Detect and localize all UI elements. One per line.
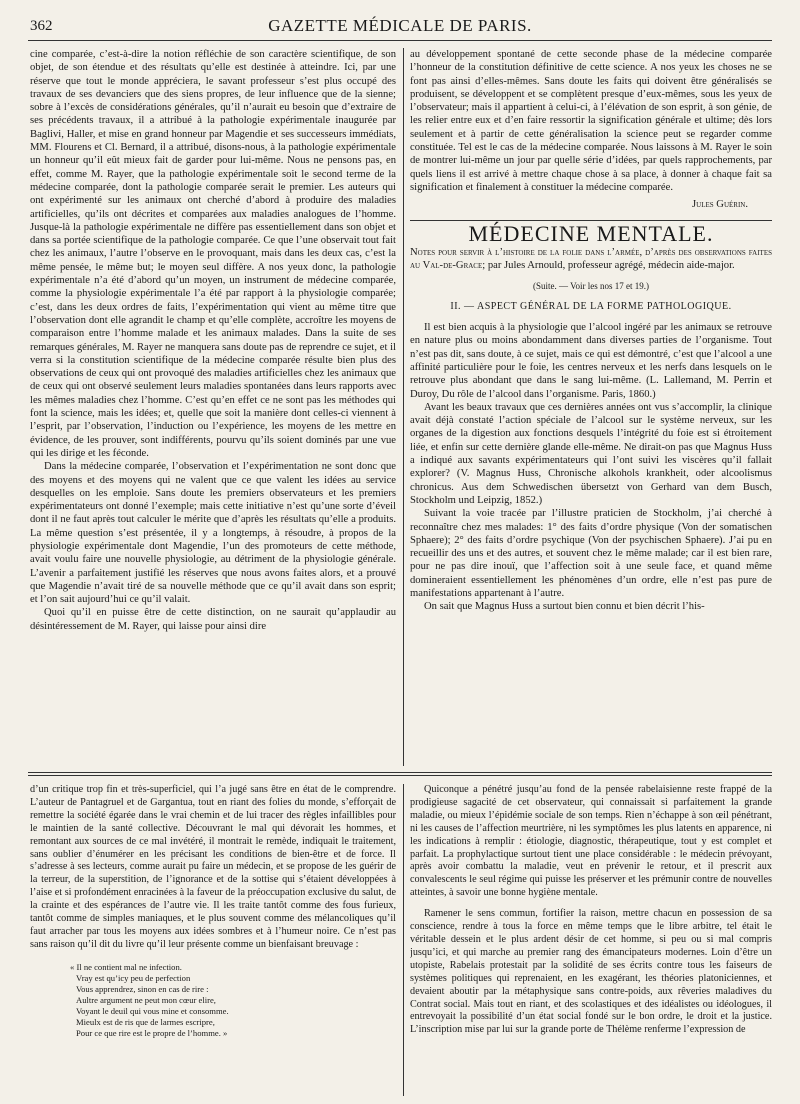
- column-divider: [403, 48, 404, 766]
- article-subtitle-title: Notes pour servir à l’histoire de la folie dans l’armée, d’après des observations faites au Val-de-Grace: [410, 246, 772, 272]
- paragraph: Quiconque a pénétré jusqu’au fond de la pensée rabelaisienne reste frappé de la prodigieuse sagacité de cet observateur, qui connaissait si parfaitement la grande maladie, ou mieux l’épidémie sociale de son temps. Rien n’échappe à son œil pénétrant, ni les causes de l’affection meurtrière, ni les symptômes les plus latents en apparence, ni les indications à remplir : étiologie, diagnostic, thérapeutique, tout y est complet et parfait. La prophylactique surtout tient une place considérable : le médecin prévoyant, après avoir combattu la maladie, veut en prévenir le retour, et il prescrit aux convalescents le seul régime qui puisse les préserver et les prémunir contre de nouvelles atteintes, à savoir une bonne hygiène mentale.: [410, 784, 772, 899]
- paragraph: au développement spontané de cette seconde phase de la médecine comparée l’honneur de la constitution définitive de cette science. A nos yeux les choses ne se font pas ainsi d’elles-mêmes. Sans doute les faits qui doivent être généralisés se produisent, se développent et se complètent presque d’eux-mêmes, sous les yeux de l’observateur; mais il appartient à celui-ci, à l’élévation de son esprit, à son génie, de les relier entre eux et d’en faire ressortir la signification générale et ultime; dès lors seulement et à partir de cette généralisation la science peut se regarder comme constituée. Tel est le cas de la médecine comparée. Nous laissons à M. Rayer le soin de montrer lui-même un jour par quelle série d’idées, par quels rapprochements, par quels liens il est arrivé à mettre chaque chose à sa place, à donner à chaque fait sa signification et finalement à constituer la médecine comparée.: [410, 49, 772, 193]
- top-right-column: [410, 48, 772, 766]
- feuilleton-rule-top: [28, 772, 772, 773]
- feuilleton-rule-bottom: [28, 775, 772, 776]
- paragraph: Quoi qu’il en puisse être de cette distinction, on ne saurait qu’applaudir au désintéressement de M. Rayer, qui laisse pour ainsi dire: [30, 607, 396, 632]
- paragraph: Avant les beaux travaux que ces dernières années ont vus s’accomplir, la clinique avait déjà constaté l’action spéciale de l’alcool sur le système nerveux, sur les organes de la digestion aux fonctions desquels l’intégrité du foie est si étroitement liée, et enfin sur cette dernière glande elle-même. Ne dirait-on pas que Magnus Huss a indiqué aux savants expérimentateurs qui l’ont suivi les viscères qu’il fallait explorer? (V. Magnus Huss, Chronische alkohols krankheit, oder alcoolismus chronicus. Aus dem Schwedischen übersetzt von Gerhard van dem Busch, Stockholm und Leipzig, 1852.): [410, 401, 772, 506]
- bottom-right-column: [410, 784, 772, 1096]
- paragraph: On sait que Magnus Huss a surtout bien connu et bien décrit l’his-: [424, 601, 705, 613]
- chapter-heading: II. — ASPECT GÉNÉRAL DE LA FORME PATHOLOGIQUE.: [450, 300, 732, 312]
- top-left-column: [30, 48, 396, 766]
- bottom-left-column: [30, 784, 396, 1096]
- article-subtitle-author: ; par Jules Arnould, professeur agrégé, médecin aide-major.: [482, 260, 735, 272]
- verse-line: Mieulx est de ris que de larmes escripre,: [76, 1016, 215, 1027]
- section-rule: [410, 220, 772, 221]
- verse-line: Vray est qu’icy peu de perfection: [76, 972, 191, 983]
- article-subtitle: [410, 246, 772, 273]
- verse-line: Aultre argument ne peut mon cœur elire,: [76, 994, 216, 1005]
- journal-title: GAZETTE MÉDICALE DE PARIS.: [268, 16, 532, 35]
- verse-line: Vous apprendrez, sinon en cas de rire :: [76, 983, 209, 994]
- column-divider: [403, 784, 404, 1096]
- paragraph: Ramener le sens commun, fortifier la raison, mettre chacun en possession de sa conscience, rendre à tous la force en même temps que le libre arbitre, tel était le véritable dessein et le plus ardent désir de cet homme, si peu ou si mal compris jusqu’ici, et qui marche au premier rang des émancipateurs modernes. Loin d’être un utopiste, Rabelais protestait par la solidité de ses écrits contre tous les faiseurs de systèmes politiques qui reprenaient, en les exagérant, les théories platoniciennes, et devaient aboutir par la métaphysique sans contre-poids, aux rêveries maladives du Contrat social. Mais tout en riant, et des scolastiques et des idéalistes ou idéologues, il entrevoyait la possibilité d’un état social fondé sur le bon ordre, le droit et la justice. L’inscription mise par lui sur la grande porte de Thélème renferme l’expression de: [410, 908, 772, 1036]
- section-title: MÉDECINE MENTALE.: [468, 220, 714, 246]
- paragraph: Dans la médecine comparée, l’observation et l’expérimentation ne sont donc que des moyens et des moyens qui ne valent que ce que valent les idées au service desquelles on les emploie. Sans doute les premiers observateurs et les premiers expérimentateurs ont donné l’exemple; mais cette initiative n’est qu’une sorte d’éveil dont il ne faut après tout calculer le mérite que d’après les résultats qu’elle a produits. La même question s’est présentée, il y a longtemps, à résoudre, à propos de la physiologie expérimentale dont Magendie, l’un des promoteurs de cette méthode, avait voulu faire une nouvelle physiologie, au détriment de la physiologie générale. L’avenir a parfaitement justifié les réserves que nous avons faites alors, et a prouvé que Magendie n’avait tiré de sa nouvelle méthode que ce qu’il avait dans son esprit; et l’on sait aujourd’hui ce qu’il valait.: [30, 461, 396, 606]
- verse-quotation: [70, 962, 396, 1039]
- page-header: [28, 12, 772, 41]
- paragraph: Suivant la voie tracée par l’illustre praticien de Stockholm, j’ai cherché à reconnaître chez mes malades: 1° des faits d’ordre physique (Von der somatischen Sphaere); 2° des faits d’ordre psychique (Von der psychischen Sphaere). J’ai pu en recueillir des uns et des autres, et souvent chez le même malade; car il est bien rare, pour ne pas dire inouï, que l’affection soit à une seule face, et quand même domineraient essentiellement les phénomènes d’un ordre, elle n’est pas pure de manifestations appartenant à l’autre.: [410, 508, 772, 599]
- paragraph: Il est bien acquis à la physiologie que l’alcool ingéré par les animaux se retrouve en nature plus ou moins abondamment dans diverses parties de l’organisme. Tout n’est pas dit, sans doute, à ce sujet, mais ce qui est démontré, c’est que l’alcool a une affinité particulière pour le foie, les centres nerveux et les nerfs dans lesquels on le retrouve plus abondant que dans le sang lui-même. (L. Lallemand, M. Perrin et Duroy, Du rôle de l’alcool dans l’organisme. Paris, 1860.): [410, 322, 772, 400]
- continuation-note: (Suite. — Voir les nos 17 et 19.): [533, 281, 649, 292]
- verse-line: Voyant le deuil qui vous mine et consomme.: [76, 1005, 229, 1016]
- paragraph: d’un critique trop fin et très-superficiel, qui l’a jugé sans être en état de le comprendre. L’auteur de Pantagruel et de Gargantua, tout en riant des folies du monde, s’efforçait de remettre la société égarée dans le vrai chemin et de lui tracer des règles infaillibles pour le maintien de la santé collective. Découvrant le mal qui dévorait les hommes, et remontant aux sources de ce mal invétéré, il montrait le remède, indiquait le traitement, sans oublier d’énumérer en les précisant les conditions de bien-être et de force. Il s’adresse à ses lecteurs, comme aurait pu faire un médecin, et se propose de les guérir de la terreur, de la superstition, de l’ignorance et de la sottise qui s’étaient développées à l’aise et si profondément enracinées à la faveur de la préoccupation exclusive du salut, de la crainte et des espérances de l’autre vie. Il les traite tantôt comme des fous furieux, tantôt comme de simples maniaques, et le plus souvent comme des mélancoliques qu’il faut arracher par tous les moyens aux idées sombres et à l’humeur noire. Ce n’est pas sans raison qu’il dit du livre qu’il leur présente comme un bienfaisant breuvage :: [30, 784, 396, 950]
- paragraph: cine comparée, c’est-à-dire la notion réfléchie de son caractère scientifique, de son objet, de son étendue et des résultats qu’elle est destinée à atteindre. Ici, par une réserve que tout le monde appréciera, le savant professeur s’est plus occupé des travaux de ses devanciers que des siens propres, de leur influence que de la sienne; sobre à l’excès de considérations générales, qu’il n’aurait eu besoin que d’extraire de ses précédents travaux, il a attribué à la pathologie expérimentale inaugurée par Baglivi, Haller, et mise en grand honneur par Magendie et ses successeurs immédiats, MM. Flourens et Cl. Bernard, il a attribué, disons-nous, à la pathologie expérimentale un honneur qu’il eût mieux fait de garder pour lui-même. Nous ne pensons pas, en effet, comme M. Rayer, que la pathologie expérimentale soit le second terme de la médecine comparée, dont la pathologie comparée serait le premier. Les auteurs qui ont expérimenté sur les animaux ont cherché d’abord à produire des maladies artificielles, qu’ils ont décrites et comparées aux maladies analogues de l’homme. Jusque-là la pathologie expérimentale ne diffère pas essentiellement dans son objet et dans sa portée scientifique de la pathologie comparée. Ce que l’une observait tout fait chez les animaux, l’autre l’observe en le provoquant, mais dans les deux cas, c’est la même pensée, le même but; le moyen seul diffère. A nos yeux donc, la pathologie expérimentale n’a été d’abord qu’un moyen, un instrument de médecine comparée, comme la physiologie expérimentale l’a été par rapport à la physiologie comparée; c’est, dans les deux ordres de faits, l’expérimentation qui vient au même titre que l’observation dont elle agrandit le champ et qu’elle complète, accroître les moyens de comparaison entre l’homme malade et les animaux malades. Dans la suite de ses remarques générales, M. Rayer ne manquera sans doute pas de reprendre ce sujet, et il verra si la constitution scientifique de la médecine comparée résulte bien plus des observations de ceux qui ont provoqué des maladies artificielles chez les animaux que de ceux qui ont observé seulement leurs maladies spontanées dans leurs rapports avec les mêmes maladies chez l’homme. C’est qu’en effet ce ne sont pas les méthodes qui font la science, mais les idées; et, quelle que soit la manière dont celles-ci viennent à l’esprit, par l’observation, l’induction ou l’expérience, les moyens de les mettre en évidence, de les prouver, sont indifférents, pourvu qu’ils soient dominés par une vue qui les dirige et les féconde.: [30, 49, 396, 459]
- page-number: 362: [30, 18, 53, 34]
- verse-line: « Il ne contient mal ne infection.: [70, 961, 182, 972]
- author-signature: Jules Guérin.: [692, 199, 748, 211]
- verse-line: Pour ce que rire est le propre de l’homme. »: [76, 1027, 228, 1038]
